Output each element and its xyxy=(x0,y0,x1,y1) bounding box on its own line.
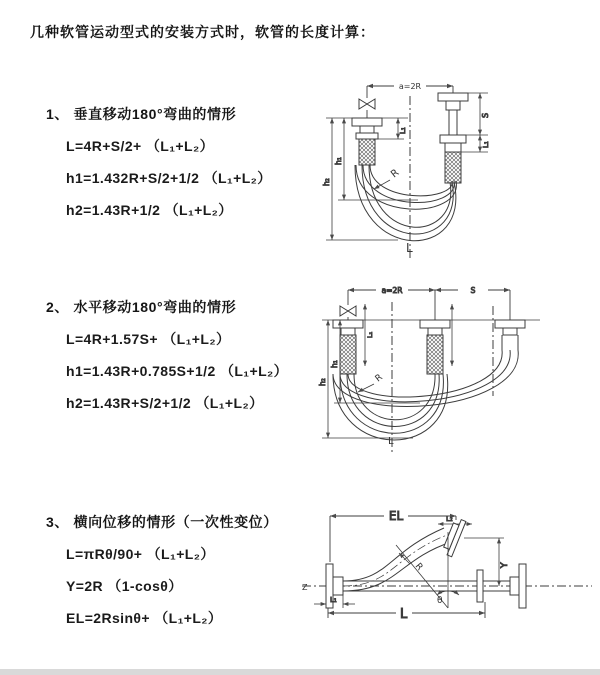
dim-label-h1: h₁ xyxy=(334,157,343,165)
hose-end-right-moved xyxy=(495,320,525,350)
dim-label-a2r: a=2R xyxy=(398,82,422,91)
axis-label: Z xyxy=(302,583,308,592)
dim-label-l2: L₂ xyxy=(446,515,453,523)
section-vertical-bend xyxy=(46,104,306,220)
dim-label-l1: L₁ xyxy=(330,596,337,604)
radius-label: R xyxy=(412,561,425,573)
formula-h2: h2=1.43R+1/2 （L₁+L₂） xyxy=(66,202,233,218)
hose-loops xyxy=(355,165,456,241)
length-label: L xyxy=(388,436,394,447)
formula-el: EL=2Rsinθ+ （L₁+L₂） xyxy=(66,610,223,626)
section-1-heading: 1、 垂直移动180°弯曲的情形 xyxy=(46,106,237,122)
radius-label: R xyxy=(373,372,385,385)
dim-label-y: Y xyxy=(500,562,510,568)
formula-h2: h2=1.43R+S/2+1/2 （L₁+L₂） xyxy=(66,395,264,411)
dim-a2r xyxy=(348,290,510,320)
dim-label-s: S xyxy=(481,112,490,118)
section-3-heading: 3、 横向位移的情形（一次性变位） xyxy=(46,514,278,530)
radius-label: R xyxy=(389,167,402,181)
valve-icon xyxy=(359,99,375,109)
formula-y: Y=2R （1-cosθ） xyxy=(66,578,183,594)
braid-section xyxy=(359,139,375,165)
angle-label: θ xyxy=(437,596,443,606)
hose-loop-original xyxy=(333,374,448,440)
formula-h1: h1=1.432R+S/2+1/2 （L₁+L₂） xyxy=(66,170,272,186)
dim-label-s: S xyxy=(470,286,476,295)
dim-label-h1: h₁ xyxy=(330,360,339,368)
dim-y xyxy=(464,538,504,586)
dim-label-h2: h₂ xyxy=(322,178,331,186)
hose-loop-moved xyxy=(333,350,518,407)
dim-label-l1-left: L₁ xyxy=(399,127,407,134)
dim-label-h2: h₂ xyxy=(318,378,327,386)
valve-icon xyxy=(340,306,356,316)
braid-section xyxy=(427,335,443,374)
braid-section xyxy=(445,152,461,183)
length-label: L xyxy=(406,241,413,255)
dim-label-l: L xyxy=(400,607,408,622)
dim-label-l1-right: L₁ xyxy=(482,141,490,148)
section-horizontal-bend xyxy=(46,297,306,413)
section-2-heading: 2、 水平移动180°弯曲的情形 xyxy=(46,299,237,315)
diagram-horizontal-bend xyxy=(308,276,600,462)
radius-arrow xyxy=(358,384,374,392)
hose-end-middle xyxy=(420,320,450,374)
dim-label-l1: L₁ xyxy=(366,331,374,338)
hose-displaced-position xyxy=(343,517,466,591)
formula-length: L=4R+S/2+ （L₁+L₂） xyxy=(66,138,214,154)
formula-length: L=πRθ/90+ （L₁+L₂） xyxy=(66,546,215,562)
formula-length: L=4R+1.57S+ （L₁+L₂） xyxy=(66,331,231,347)
dim-label-a2r: a=2R xyxy=(381,286,403,295)
page-edge xyxy=(0,669,600,675)
dim-label-el: EL xyxy=(388,509,404,523)
page-title: 几种软管运动型式的安装方式时，软管的长度计算： xyxy=(30,24,375,40)
diagram-lateral-displacement xyxy=(296,500,600,645)
diagram-vertical-bend xyxy=(310,68,600,263)
braid-section xyxy=(340,335,356,374)
formula-h1: h1=1.43R+0.785S+1/2 （L₁+L₂） xyxy=(66,363,289,379)
section-lateral-displacement xyxy=(46,512,306,628)
hose-end-right xyxy=(438,93,468,183)
